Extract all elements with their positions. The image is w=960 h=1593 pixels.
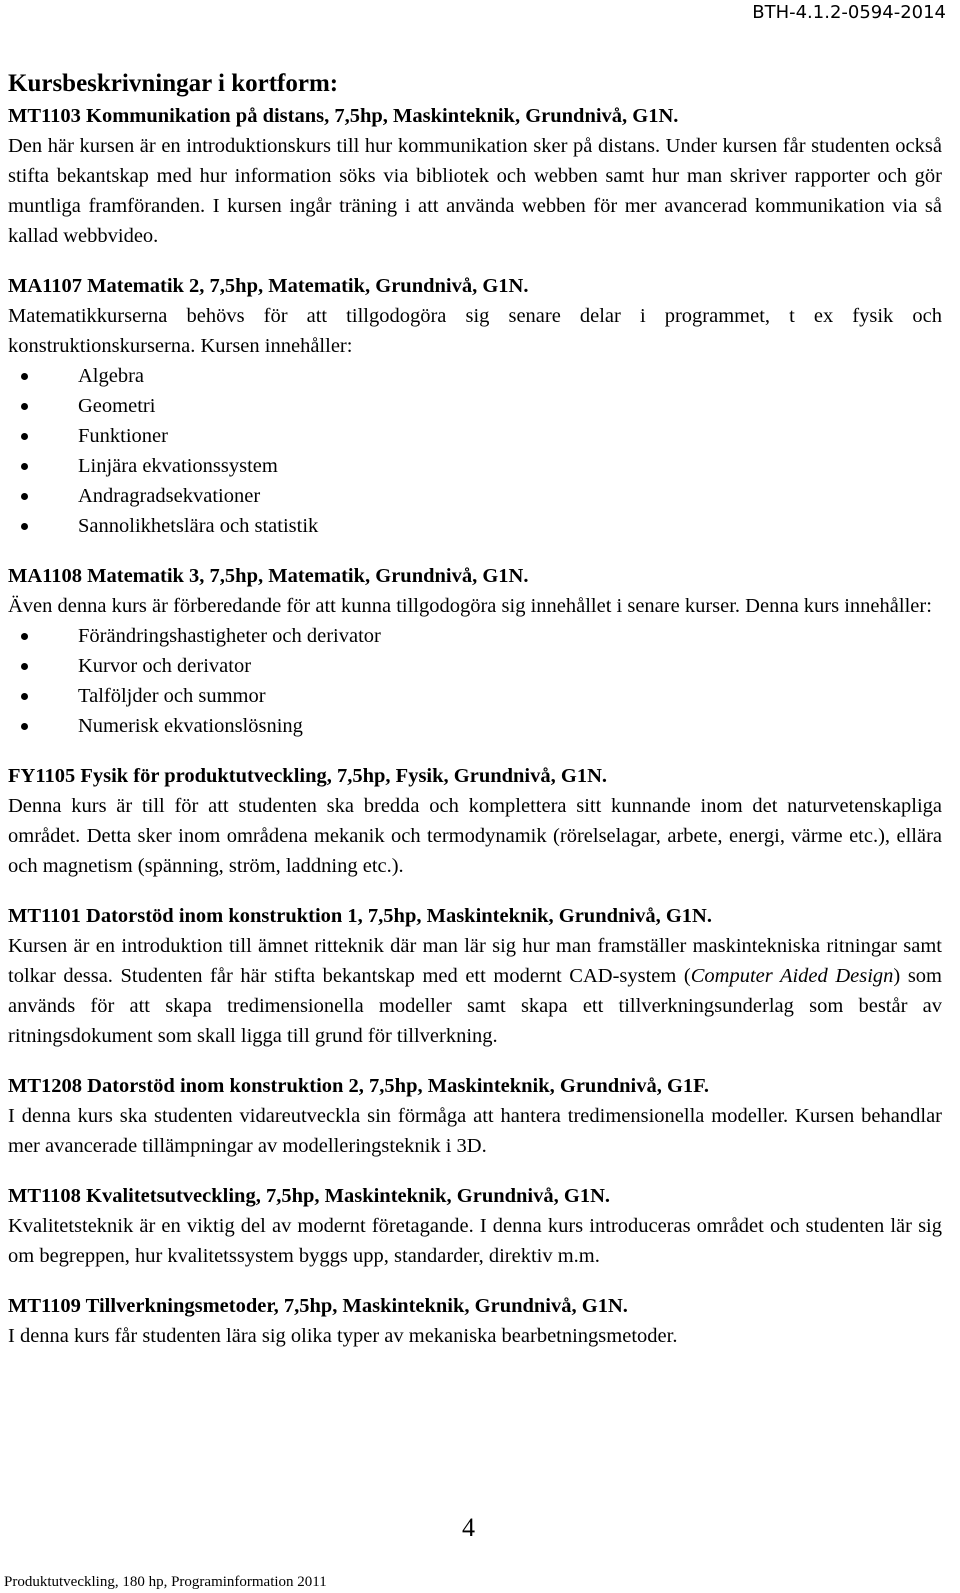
- course-title: MA1107 Matematik 2, 7,5hp, Matematik, Grundnivå, G1N.: [8, 275, 529, 297]
- course-mt1101: [8, 901, 942, 1051]
- topic-item: Geometri: [8, 391, 942, 421]
- course-title: MT1109 Tillverkningsmetoder, 7,5hp, Maskinteknik, Grundnivå, G1N.: [8, 1295, 628, 1317]
- topic-item: Funktioner: [8, 421, 942, 451]
- topic-item: Kurvor och derivator: [8, 651, 942, 681]
- description-emphasis: Computer Aided Design: [690, 965, 894, 987]
- topic-list: [8, 361, 942, 541]
- course-title: MT1108 Kvalitetsutveckling, 7,5hp, Maskinteknik, Grundnivå, G1N.: [8, 1185, 610, 1207]
- page-number: 4: [462, 1513, 475, 1542]
- footer-program-info: Produktutveckling, 180 hp, Programinformation 2011: [4, 1574, 327, 1590]
- course-list: [8, 101, 942, 1371]
- topic-item: Sannolikhetslära och statistik: [8, 511, 942, 541]
- course-description: I denna kurs ska studenten vidareutveckla sin förmåga att hantera tredimensionella modeller. Kursen behandlar mer avancerade tillämpningar av modelleringsteknik i 3D.: [8, 1105, 942, 1157]
- topic-item: Andragradsekvationer: [8, 481, 942, 511]
- topic-item: Numerisk ekvationslösning: [8, 711, 942, 741]
- document-id: BTH-4.1.2-0594-2014: [752, 2, 946, 23]
- course-description: I denna kurs får studenten lära sig olika typer av mekaniska bearbetningsmetoder.: [8, 1325, 678, 1347]
- course-ma1108: [8, 561, 942, 741]
- course-ma1107: [8, 271, 942, 541]
- description-text: Kursen är en introduktion till ämnet ritteknik där man lär sig hur man framställer maskintekniska ritningar samt tolkar dessa. Studenten får här stifta bekantskap med ett modernt CAD-system (: [8, 935, 942, 987]
- topic-list: [8, 621, 942, 741]
- page-title: Kursbeskrivningar i kortform:: [8, 70, 339, 97]
- course-description: Matematikkurserna behövs för att tillgodogöra sig senare delar i programmet, t ex fysik och konstruktionskurserna. Kursen innehåller:: [8, 305, 942, 357]
- topic-item: Förändringshastigheter och derivator: [8, 621, 942, 651]
- course-title: MT1103 Kommunikation på distans, 7,5hp, Maskinteknik, Grundnivå, G1N.: [8, 105, 679, 127]
- course-description: Kvalitetsteknik är en viktig del av modernt företagande. I denna kurs introduceras området och studenten lär sig om begreppen, hur kvalitetssystem byggs upp, standarder, direktiv m.m.: [8, 1215, 942, 1267]
- course-description: Denna kurs är till för att studenten ska bredda och komplettera sitt kunnande inom det naturvetenskapliga området. Detta sker inom områdena mekanik och termodynamik (rörelselagar, arbete, energi, värme etc.), ellära och magnetism (spänning, ström, laddning etc.).: [8, 795, 942, 877]
- course-title: MT1208 Datorstöd inom konstruktion 2, 7,5hp, Maskinteknik, Grundnivå, G1F.: [8, 1075, 709, 1097]
- course-description: [8, 931, 942, 1051]
- course-fy1105: [8, 761, 942, 881]
- course-title: MT1101 Datorstöd inom konstruktion 1, 7,5hp, Maskinteknik, Grundnivå, G1N.: [8, 905, 712, 927]
- course-title: MA1108 Matematik 3, 7,5hp, Matematik, Grundnivå, G1N.: [8, 565, 529, 587]
- course-description: Även denna kurs är förberedande för att kunna tillgodogöra sig innehållet i senare kurser. Denna kurs innehåller:: [8, 595, 932, 617]
- topic-item: Algebra: [8, 361, 942, 391]
- description-text: ) som används för att skapa tredimensionella modeller samt skapa ett tillverkningsunderlag som består av ritningsdokument som skall ligga till grund för tillverkning.: [8, 965, 942, 1047]
- course-mt1208: [8, 1071, 942, 1161]
- course-mt1108: [8, 1181, 942, 1271]
- course-description: Den här kursen är en introduktionskurs till hur kommunikation sker på distans. Under kursen får studenten också stifta bekantskap med hur information söks via bibliotek och webben samt hur man skriver rapporter och gör muntliga framföranden. I kursen ingår träning i att använda webben för mer avancerad kommunikation via så kallad webbvideo.: [8, 135, 942, 247]
- course-title: FY1105 Fysik för produktutveckling, 7,5hp, Fysik, Grundnivå, G1N.: [8, 765, 607, 787]
- course-mt1103: [8, 101, 942, 251]
- topic-item: Linjära ekvationssystem: [8, 451, 942, 481]
- topic-item: Talföljder och summor: [8, 681, 942, 711]
- course-mt1109: [8, 1291, 942, 1351]
